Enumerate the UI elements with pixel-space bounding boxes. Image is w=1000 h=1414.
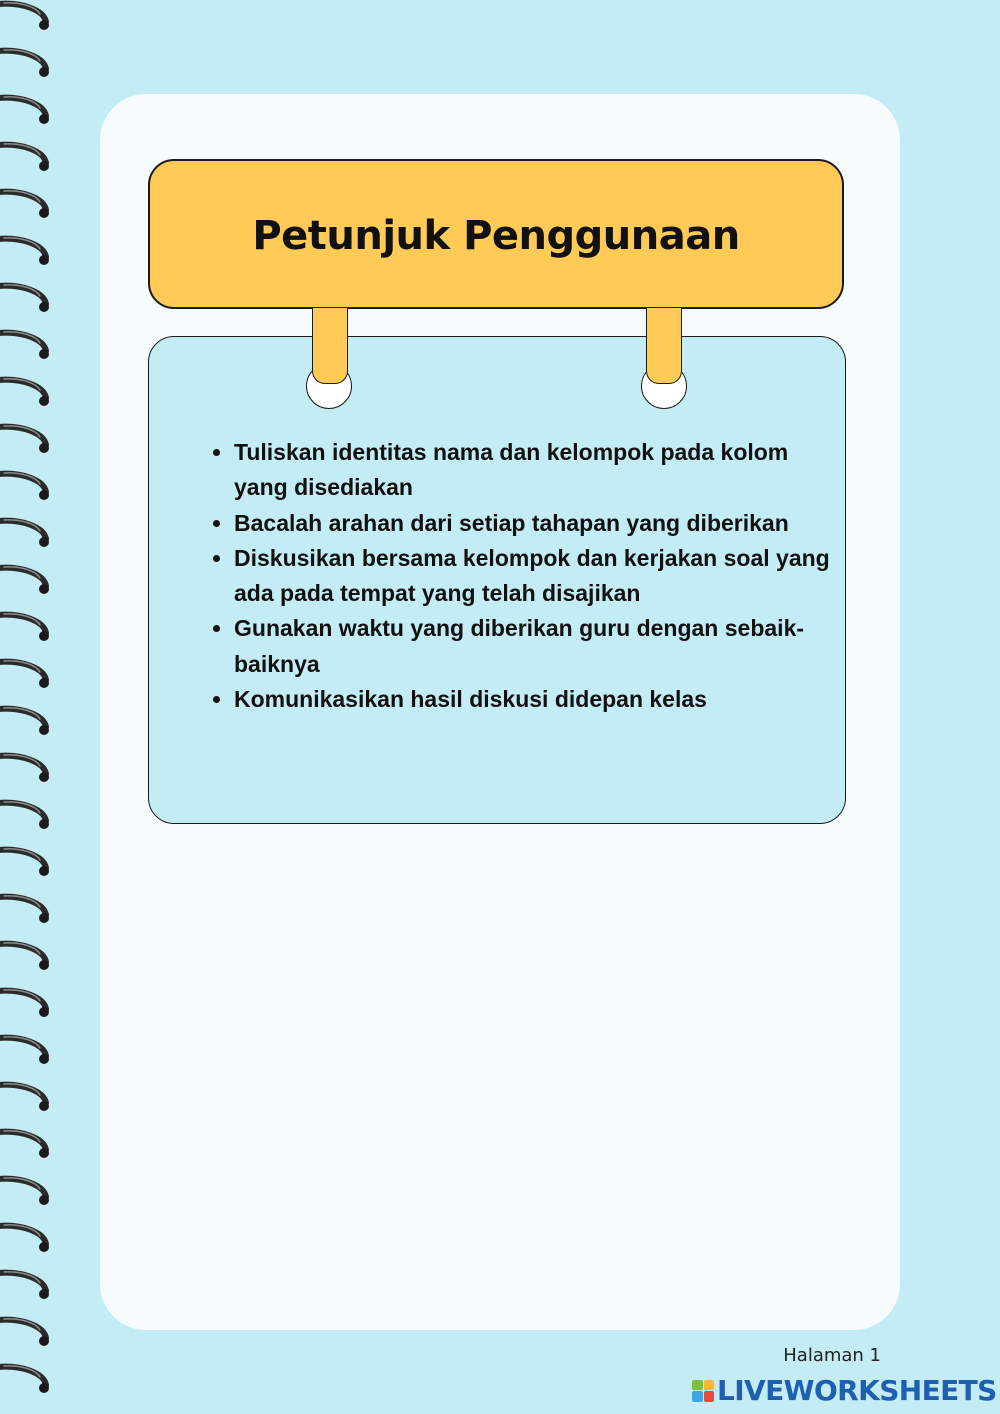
list-item: • Bacalah arahan dari setiap tahapan yang diberikan <box>234 506 844 541</box>
hanger-tab-right <box>646 308 682 384</box>
instructions-list <box>210 435 844 717</box>
list-item: • Tuliskan identitas nama dan kelompok pada kolom yang disediakan <box>234 435 844 506</box>
liveworksheets-logo-icon <box>692 1380 714 1402</box>
list-item: • Gunakan waktu yang diberikan guru dengan sebaik-baiknya <box>234 611 844 682</box>
list-item: • Diskusikan bersama kelompok dan kerjakan soal yang ada pada tempat yang telah disajikan <box>234 541 844 612</box>
list-item: • Komunikasikan hasil diskusi didepan kelas <box>234 682 844 717</box>
title-card <box>148 159 844 309</box>
brand-name: LIVEWORKSHEETS <box>717 1374 997 1407</box>
hanger-tab-left <box>312 308 348 384</box>
spiral-binding-icon <box>0 0 60 1414</box>
brand-logo[interactable] <box>692 1374 997 1407</box>
page-title: Petunjuk Penggunaan <box>252 213 740 259</box>
page-number: Halaman 1 <box>783 1345 881 1366</box>
